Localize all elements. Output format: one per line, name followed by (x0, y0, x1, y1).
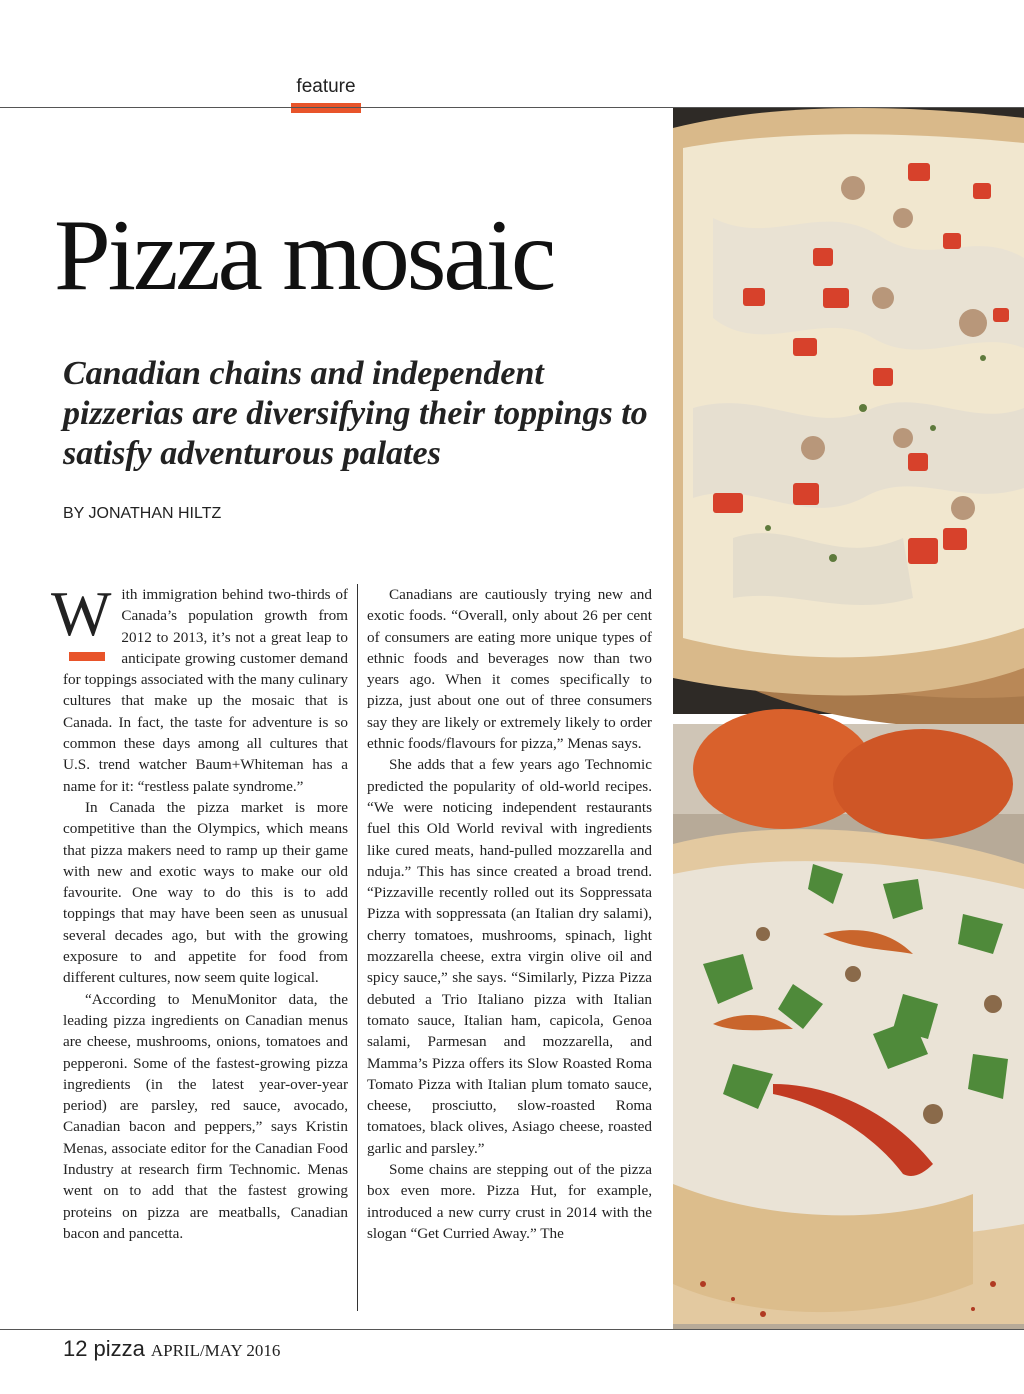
text-column-2 (367, 584, 652, 1314)
drop-cap: W (51, 578, 112, 649)
page-footer (63, 1336, 280, 1362)
bottom-rule (0, 1329, 1024, 1330)
paragraph: Some chains are stepping out of the pizza box even more. Pizza Hut, for example, introduced a new curry crust in 2014 with the slogan “Get Curried Away.” The (367, 1161, 652, 1242)
paragraph: “According to MenuMonitor data, the leading pizza ingredients on Canadian menus are cheese, mushrooms, onions, tomatoes and pepperoni. Some of the fastest-growing pizza ingredients (in the latest year-over-year period) are parsley, red sauce, avocado, Canadian bacon and peppers,” says Kristin Menas, associate editor for the Canadian Food Industry at research firm Technomic. Menas went on to add that the fastest growing proteins on pizza are meatballs, Canadian bacon and pancetta. (63, 990, 348, 1242)
issue-date: APRIL/MAY 2016 (150, 1341, 281, 1360)
veggie-pizza-photo (673, 724, 1024, 1329)
byline: BY JONATHAN HILTZ (63, 505, 222, 522)
article-title: Pizza mosaic (54, 199, 554, 312)
magazine-name: pizza (93, 1336, 145, 1361)
section-accent-bar (291, 103, 361, 113)
paragraph-text: ith immigration behind two-thirds of Canada’s population growth from 2012 to 2013, it’s not a great leap to anticipate growing customer demand for toppings associated with the many culinary cultures that make up the mosaic that is Canada. In fact, the taste for adventure is so common these days among all cultures that U.S. trend watcher Baum+Whiteman has a name for it: “restless palate syndrome.” (63, 586, 348, 795)
column-divider (357, 584, 358, 1311)
white-pizza-photo (673, 108, 1024, 714)
article-subtitle: Canadian chains and independent pizzerias are diversifying their toppings to satisfy adventurous palates (63, 355, 648, 472)
paragraph: Canadians are cautiously trying new and exotic foods. “Overall, only about 26 per cent of consumers are eating more unique types of ethnic foods and beverages now than two years ago. When it comes specifically to pizza, just about one out of three consumers say they are likely or extremely likely to order ethnic foods/flavours for pizza,” Menas says. (367, 586, 652, 753)
paragraph (51, 578, 348, 797)
page-number: 12 (63, 1336, 88, 1361)
paragraph: In Canada the pizza market is more competitive than the Olympics, which means that pizza makers need to ramp up their game with new and exotic ways to make our old favourite. One way to do this is to add toppings that may have been seen as unusual several decades ago, but with the growing exposure to and appetite for food from different cultures, now seem quite logical. (63, 798, 348, 987)
text-column-1 (51, 578, 348, 1314)
section-label: feature (296, 76, 356, 97)
paragraph: She adds that a few years ago Technomic predicted the popularity of old-world recipes. “We were noticing independent restaurants fuel this Old World revival with ingredients like cured meats, hand-pulled mozzarella and nduja.” This has since created a broad trend. “Pizzaville recently rolled out its Soppressata Pizza with soppressata (an Italian dry salami), cherry tomatoes, mushrooms, spinach, light mozzarella cheese, extra virgin olive oil and spicy sauce,” she says. “Similarly, Pizza Pizza debuted a Trio Italiano pizza with Italian tomato sauce, Italian ham, capicola, Genoa salami, Parmesan and mozzarella, and Mamma’s Pizza offers its Slow Roasted Roma Tomato Pizza with Italian plum tomato sauce, cheese, prosciutto, slow-roasted Roma tomatoes, black olives, Asiago cheese, roasted garlic and parsley.” (367, 756, 652, 1157)
